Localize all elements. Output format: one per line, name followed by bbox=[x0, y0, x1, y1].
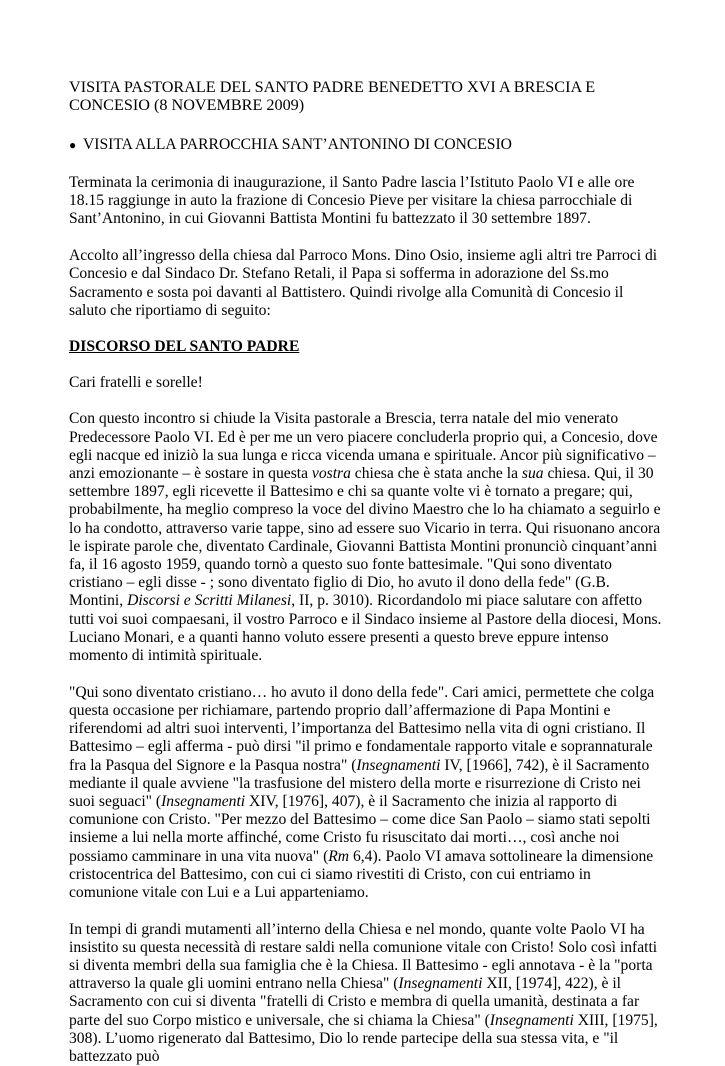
italic-run: Insegnamenti bbox=[161, 792, 246, 810]
italic-run: sua bbox=[521, 464, 544, 482]
text-run: chiesa che è stata anche la bbox=[350, 464, 522, 482]
italic-run: Rm bbox=[328, 847, 350, 865]
text-run: In tempi di grandi mutamenti all’interno della Chiesa e nel mondo, quante volte Paolo VI ha insistito su questa necessità di restare saldi nella comunione vitale con Cristo! Solo così infatti si diventa membri della sua famiglia che è la Chiesa. Il Battesimo - egli annotava - è la "porta attraverso la quale gli uomini entrano nella Chiesa" ( bbox=[69, 920, 658, 993]
text-run: chiesa. Qui, il 30 settembre 1897, egli ricevette il Battesimo e chi sa quante volte vi è tornato a pregare; qui, probabilmente, ha meglio compreso la voce del divino Maestro che lo ha chiamato a seguirlo e lo ha condotto, attraverso varie tappe, sino ad essere suo Vicario in terra. Qui risuonano ancora le ispirate parole che, diventato Cardinale, Giovanni Battista Montini pronunciò cinquant’anni fa, il 16 agosto 1959, quando tornò a questo suo fonte battesimale. "Qui sono diventato cristiano – egli disse - ; sono diventato figlio di Dio, ho avuto il dono della fede" (G.B. Montini, bbox=[69, 464, 661, 610]
text-run: Con questo incontro si chiude la Visita pastorale a Brescia, terra natale del mio venerato Predecessore Paolo VI. Ed è per me un vero piacere concluderla proprio qui, a Concesio, dove egli nacque ed iniziò la sua lunga e ricca vicenda umana e spirituale. Ancor più significativo – anzi emozionante – è sostare in questa bbox=[69, 410, 658, 482]
bullet-icon: ● bbox=[69, 137, 77, 152]
bullet-text: VISITA ALLA PARROCCHIA SANT’ANTONINO DI CONCESIO bbox=[83, 135, 512, 153]
italic-run: Discorsi e Scritti Milanesi bbox=[127, 592, 292, 610]
italic-run: Insegnamenti bbox=[356, 756, 441, 774]
paragraph-speech-3 bbox=[69, 921, 663, 1066]
bullet-item bbox=[69, 136, 663, 154]
text-run: , II, p. 3010). Ricordandolo mi piace salutare con affetto tutti voi suoi compaesani, il vostro Parroco e il Sindaco insieme al Pastore della diocesi, Mons. Luciano Monari, e a quanti hanno voluto essere presenti a questo breve eppure intenso momento di intimità spirituale. bbox=[69, 592, 662, 664]
italic-run: vostra bbox=[311, 464, 351, 482]
italic-run: Insegnamenti bbox=[489, 1011, 574, 1029]
paragraph-speech-1 bbox=[69, 410, 663, 665]
text-run: "Qui sono diventato cristiano… ho avuto il dono della fede". Cari amici, permettete che colga questa occasione per richiamare, partendo proprio dall’affermazione di Papa Montini e riferendomi ad altri suoi interventi, l’importanza del Battesimo nella vita di ogni cristiano. Il Battesimo – egli afferma - può dirsi "il primo e fondamentale rapporto vitale e soprannaturale fra la Pasqua del Signore e la Pasqua nostra" ( bbox=[69, 683, 655, 774]
text-run: XIV, [1976], 407), è il Sacramento che inizia al rapporto di comunione con Cristo. "Per mezzo del Battesimo – come dice San Paolo – siamo stati sepolti insieme a lui nella morte affinché, come Cristo fu risuscitato dai morti…, così anche noi possiamo camminare in una vita nuova" ( bbox=[69, 792, 651, 865]
document-title: VISITA PASTORALE DEL SANTO PADRE BENEDETTO XVI A BRESCIA E CONCESIO (8 NOVEMBRE 2009) bbox=[69, 78, 596, 115]
section-heading: DISCORSO DEL SANTO PADRE bbox=[69, 338, 300, 356]
paragraph-intro: Terminata la cerimonia di inaugurazione, il Santo Padre lascia l’Istituto Paolo VI e alle ore 18.15 raggiunge in auto la frazione di Concesio Pieve per visitare la chiesa parrocchiale di Sant’Antonino, in cui Giovanni Battista Montini fu battezzato il 30 settembre 1897. bbox=[69, 174, 635, 228]
text-run: XIII, [1975], 308). L’uomo rigenerato dal Battesimo, Dio lo rende partecipe della sua stessa vita, e "il battezzato può bbox=[69, 1011, 658, 1066]
text-run: 6,4). Paolo VI amava sottolineare la dimensione cristocentrica del Battesimo, con cui ci siamo rivestiti di Cristo, con cui entriamo in comunione vitale con Lui e a Lui apparteniamo. bbox=[69, 847, 654, 901]
text-run: IV, [1966], 742), è il Sacramento mediante il quale avviene "la trasfusione del mistero della morte e risurrezione di Cristo nei suoi seguaci" ( bbox=[69, 756, 650, 810]
text-run: XII, [1974], 422), è il Sacramento con cui si diventa "fratelli di Cristo e membra di quella umanità, destinata a far parte del suo Corpo mistico e universale, che si chiama la Chiesa" ( bbox=[69, 975, 640, 1029]
italic-run: Insegnamenti bbox=[398, 975, 483, 993]
paragraph-speech-2 bbox=[69, 684, 663, 902]
paragraph-welcome: Accolto all’ingresso della chiesa dal Parroco Mons. Dino Osio, insieme agli altri tre Parroci di Concesio e dal Sindaco Dr. Stefano Retali, il Papa si sofferma in adorazione del Ss.mo Sacramento e sosta poi davanti al Battistero. Quindi rivolge alla Comunità di Concesio il saluto che riportiamo di seguito: bbox=[69, 247, 658, 319]
greeting: Cari fratelli e sorelle! bbox=[69, 373, 203, 391]
